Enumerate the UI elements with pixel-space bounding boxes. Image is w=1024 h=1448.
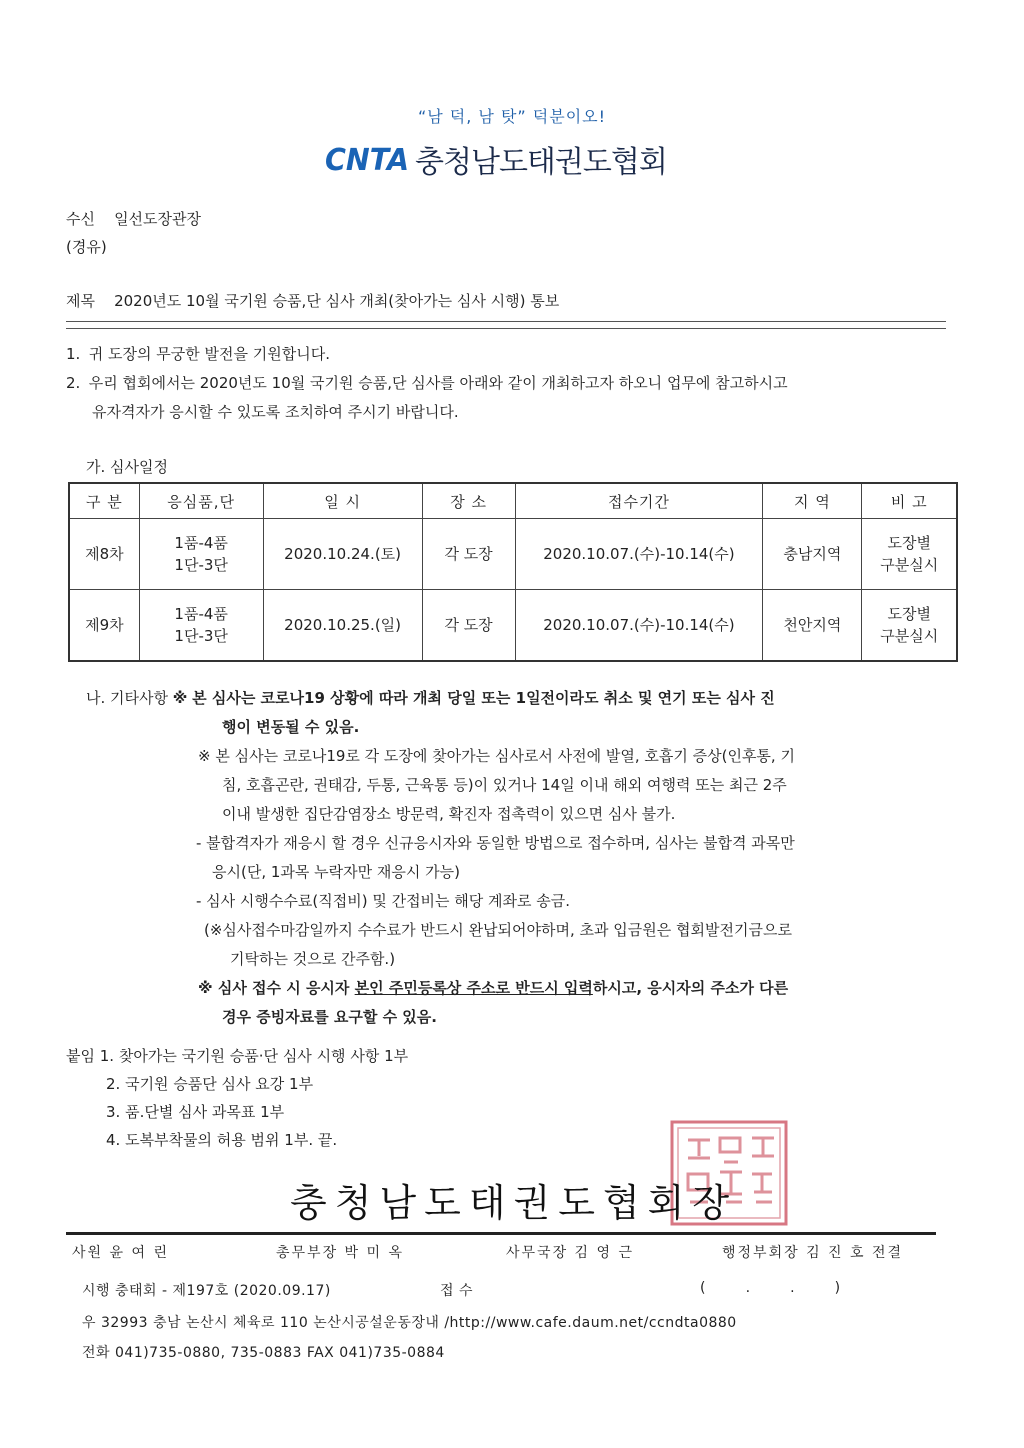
note-2	[86, 742, 948, 771]
cell-date: 2020.10.24.(토)	[263, 519, 422, 590]
header-period: 접수기간	[515, 483, 763, 519]
schedule-table-wrap	[68, 482, 958, 662]
org-name: 충청남도태권도협회	[415, 145, 667, 180]
note-5-line1: (※심사접수마감일까지 수수료가 반드시 완납되어야하며, 초과 입금원은 협회발전기금으로	[204, 921, 792, 939]
cell-period: 2020.10.07.(수)-10.14(수)	[515, 519, 763, 590]
cell-region: 충남지역	[763, 519, 862, 590]
attachment-item: 4. 도복부착물의 허용 범위 1부. 끝.	[106, 1131, 338, 1149]
note-6-line2: 경우 증빙자료를 요구할 수 있음.	[222, 1008, 437, 1026]
staff-secretary-general: 사무국장 김 영 근	[506, 1245, 635, 1261]
note-2-line2: 침, 호흡곤란, 권태감, 두통, 근육통 등)이 있거나 14일 이내 해외 여행력 또는 최근 2주	[222, 776, 787, 794]
attachments	[66, 1042, 408, 1154]
to-label: 수신	[66, 210, 95, 228]
note-mark: ※	[198, 747, 211, 765]
attachment-item	[66, 1042, 408, 1070]
attachment-item: 2. 국기원 승품단 심사 요강 1부	[106, 1075, 314, 1093]
letterhead	[325, 138, 667, 180]
header-place: 장 소	[422, 483, 515, 519]
table-row	[69, 519, 957, 590]
header-round: 구 분	[69, 483, 139, 519]
grade-line1: 1품-4품	[174, 605, 228, 623]
note-line1: 도장별	[887, 605, 931, 623]
note-4: - 심사 시행수수료(직접비) 및 간접비는 해당 계좌로 송금.	[196, 892, 571, 910]
body-paragraphs	[66, 340, 948, 427]
notes-title: 나. 기타사항	[86, 689, 168, 707]
grade-line2: 1단-3단	[174, 556, 228, 574]
subject-line	[66, 290, 559, 311]
attachments-label: 붙임	[66, 1047, 95, 1065]
note-line2: 구분실시	[880, 627, 939, 645]
to-value: 일선도장관장	[114, 210, 202, 228]
staff-clerk: 사원 윤 여 린	[72, 1245, 169, 1261]
cell-round: 제8차	[69, 519, 139, 590]
cell-period: 2020.10.07.(수)-10.14(수)	[515, 590, 763, 662]
p1-text: 귀 도장의 무궁한 발전을 기원합니다.	[88, 345, 330, 363]
note-6-underlined: 본인 주민등록상 주소로 반드시 입력	[354, 979, 593, 997]
cell-place: 각 도장	[422, 590, 515, 662]
subject-value: 2020년도 10월 국기원 승품,단 심사 개최(찾아가는 심사 시행) 통보	[114, 292, 560, 310]
table-row	[69, 590, 957, 662]
note-6	[86, 974, 948, 1003]
p2-number: 2.	[66, 374, 81, 392]
header-region: 지 역	[763, 483, 862, 519]
paragraph-1	[66, 340, 948, 369]
paragraph-2	[66, 369, 948, 398]
cell-round: 제9차	[69, 590, 139, 662]
logo-text: CNTA	[325, 143, 409, 176]
subject-label: 제목	[66, 292, 95, 310]
signature-title: 충청남도태권도협회장	[290, 1181, 738, 1225]
cell-region: 천안지역	[763, 590, 862, 662]
receipt-label: 접 수	[440, 1283, 473, 1299]
note-3-line1: - 불합격자가 재응시 할 경우 신규응시자와 동일한 방법으로 접수하며, 심사는 불합격 과목만	[196, 834, 795, 852]
receipt-blank: ( . . )	[700, 1280, 841, 1296]
note-2-line3: 이내 발생한 집단감염장소 방문력, 확진자 접촉력이 있으면 심사 불가.	[222, 805, 676, 823]
table-header-row	[69, 483, 957, 519]
cell-note	[862, 590, 957, 662]
cell-grade	[139, 519, 263, 590]
note-5-line2: 기탁하는 것으로 간주함.)	[230, 950, 396, 968]
schedule-title: 가. 심사일정	[86, 458, 168, 476]
notes-section	[86, 684, 948, 1032]
attachment-item: 3. 품.단별 심사 과목표 1부	[106, 1103, 285, 1121]
schedule-table	[68, 482, 958, 662]
cell-place: 각 도장	[422, 519, 515, 590]
signature-divider	[66, 1232, 936, 1235]
subject-divider	[66, 321, 946, 329]
note-1-line2: 행이 변동될 수 있음.	[222, 718, 360, 736]
attachment-text: 1. 찾아가는 국기원 승품·단 심사 시행 사항 1부	[99, 1047, 409, 1065]
note-mark: ※	[198, 979, 213, 997]
staff-general-manager: 총무부장 박 미 옥	[276, 1245, 405, 1261]
p1-number: 1.	[66, 345, 81, 363]
note-6-post: 하시고, 응시자의 주소가 다른	[592, 979, 789, 997]
cnta-logo-icon	[325, 142, 411, 176]
enforcement-number: 시행 충태회 - 제197호 (2020.09.17)	[82, 1283, 331, 1299]
note-line2: 구분실시	[880, 556, 939, 574]
note-6-pre: 심사 접수 시 응시자	[217, 979, 355, 997]
address-line: 우 32993 충남 논산시 체육로 110 논산시공설운동장내 /http://www.cafe.daum.net/ccndta0880	[82, 1315, 737, 1331]
grade-line1: 1품-4품	[174, 534, 228, 552]
header-date: 일 시	[263, 483, 422, 519]
via-line: (경유)	[66, 238, 107, 256]
phone-line: 전화 041)735-0880, 735-0883 FAX 041)735-0884	[82, 1345, 445, 1361]
note-line1: 도장별	[887, 534, 931, 552]
header-grade: 응심품,단	[139, 483, 263, 519]
cell-note	[862, 519, 957, 590]
note-2-line1: 본 심사는 코로나19로 각 도장에 찾아가는 심사로서 사전에 발열, 호흡기 증상(인후통, 기	[215, 747, 795, 765]
recipient-line	[66, 208, 201, 229]
header-note: 비 고	[862, 483, 957, 519]
note-1	[86, 684, 948, 713]
cnta-logo	[325, 142, 411, 176]
cell-grade	[139, 590, 263, 662]
p2-line1: 우리 협회에서는 2020년도 10월 국기원 승품,단 심사를 아래와 같이 개최하고자 하오니 업무에 참고하시고	[88, 374, 788, 392]
note-1-line1: 본 심사는 코로나19 상황에 따라 개최 당일 또는 1일전이라도 취소 및 연기 또는 심사 진	[192, 689, 775, 707]
grade-line2: 1단-3단	[174, 627, 228, 645]
note-3-line2: 응시(단, 1과목 누락자만 재응시 가능)	[212, 863, 460, 881]
slogan: “남 덕, 남 탓” 덕분이오!	[417, 107, 607, 126]
p2-line2: 유자격자가 응시할 수 있도록 조치하여 주시기 바랍니다.	[92, 403, 459, 421]
cell-date: 2020.10.25.(일)	[263, 590, 422, 662]
note-mark: ※	[172, 689, 188, 707]
staff-vice-president: 행정부회장 김 진 호 전결	[722, 1245, 904, 1261]
